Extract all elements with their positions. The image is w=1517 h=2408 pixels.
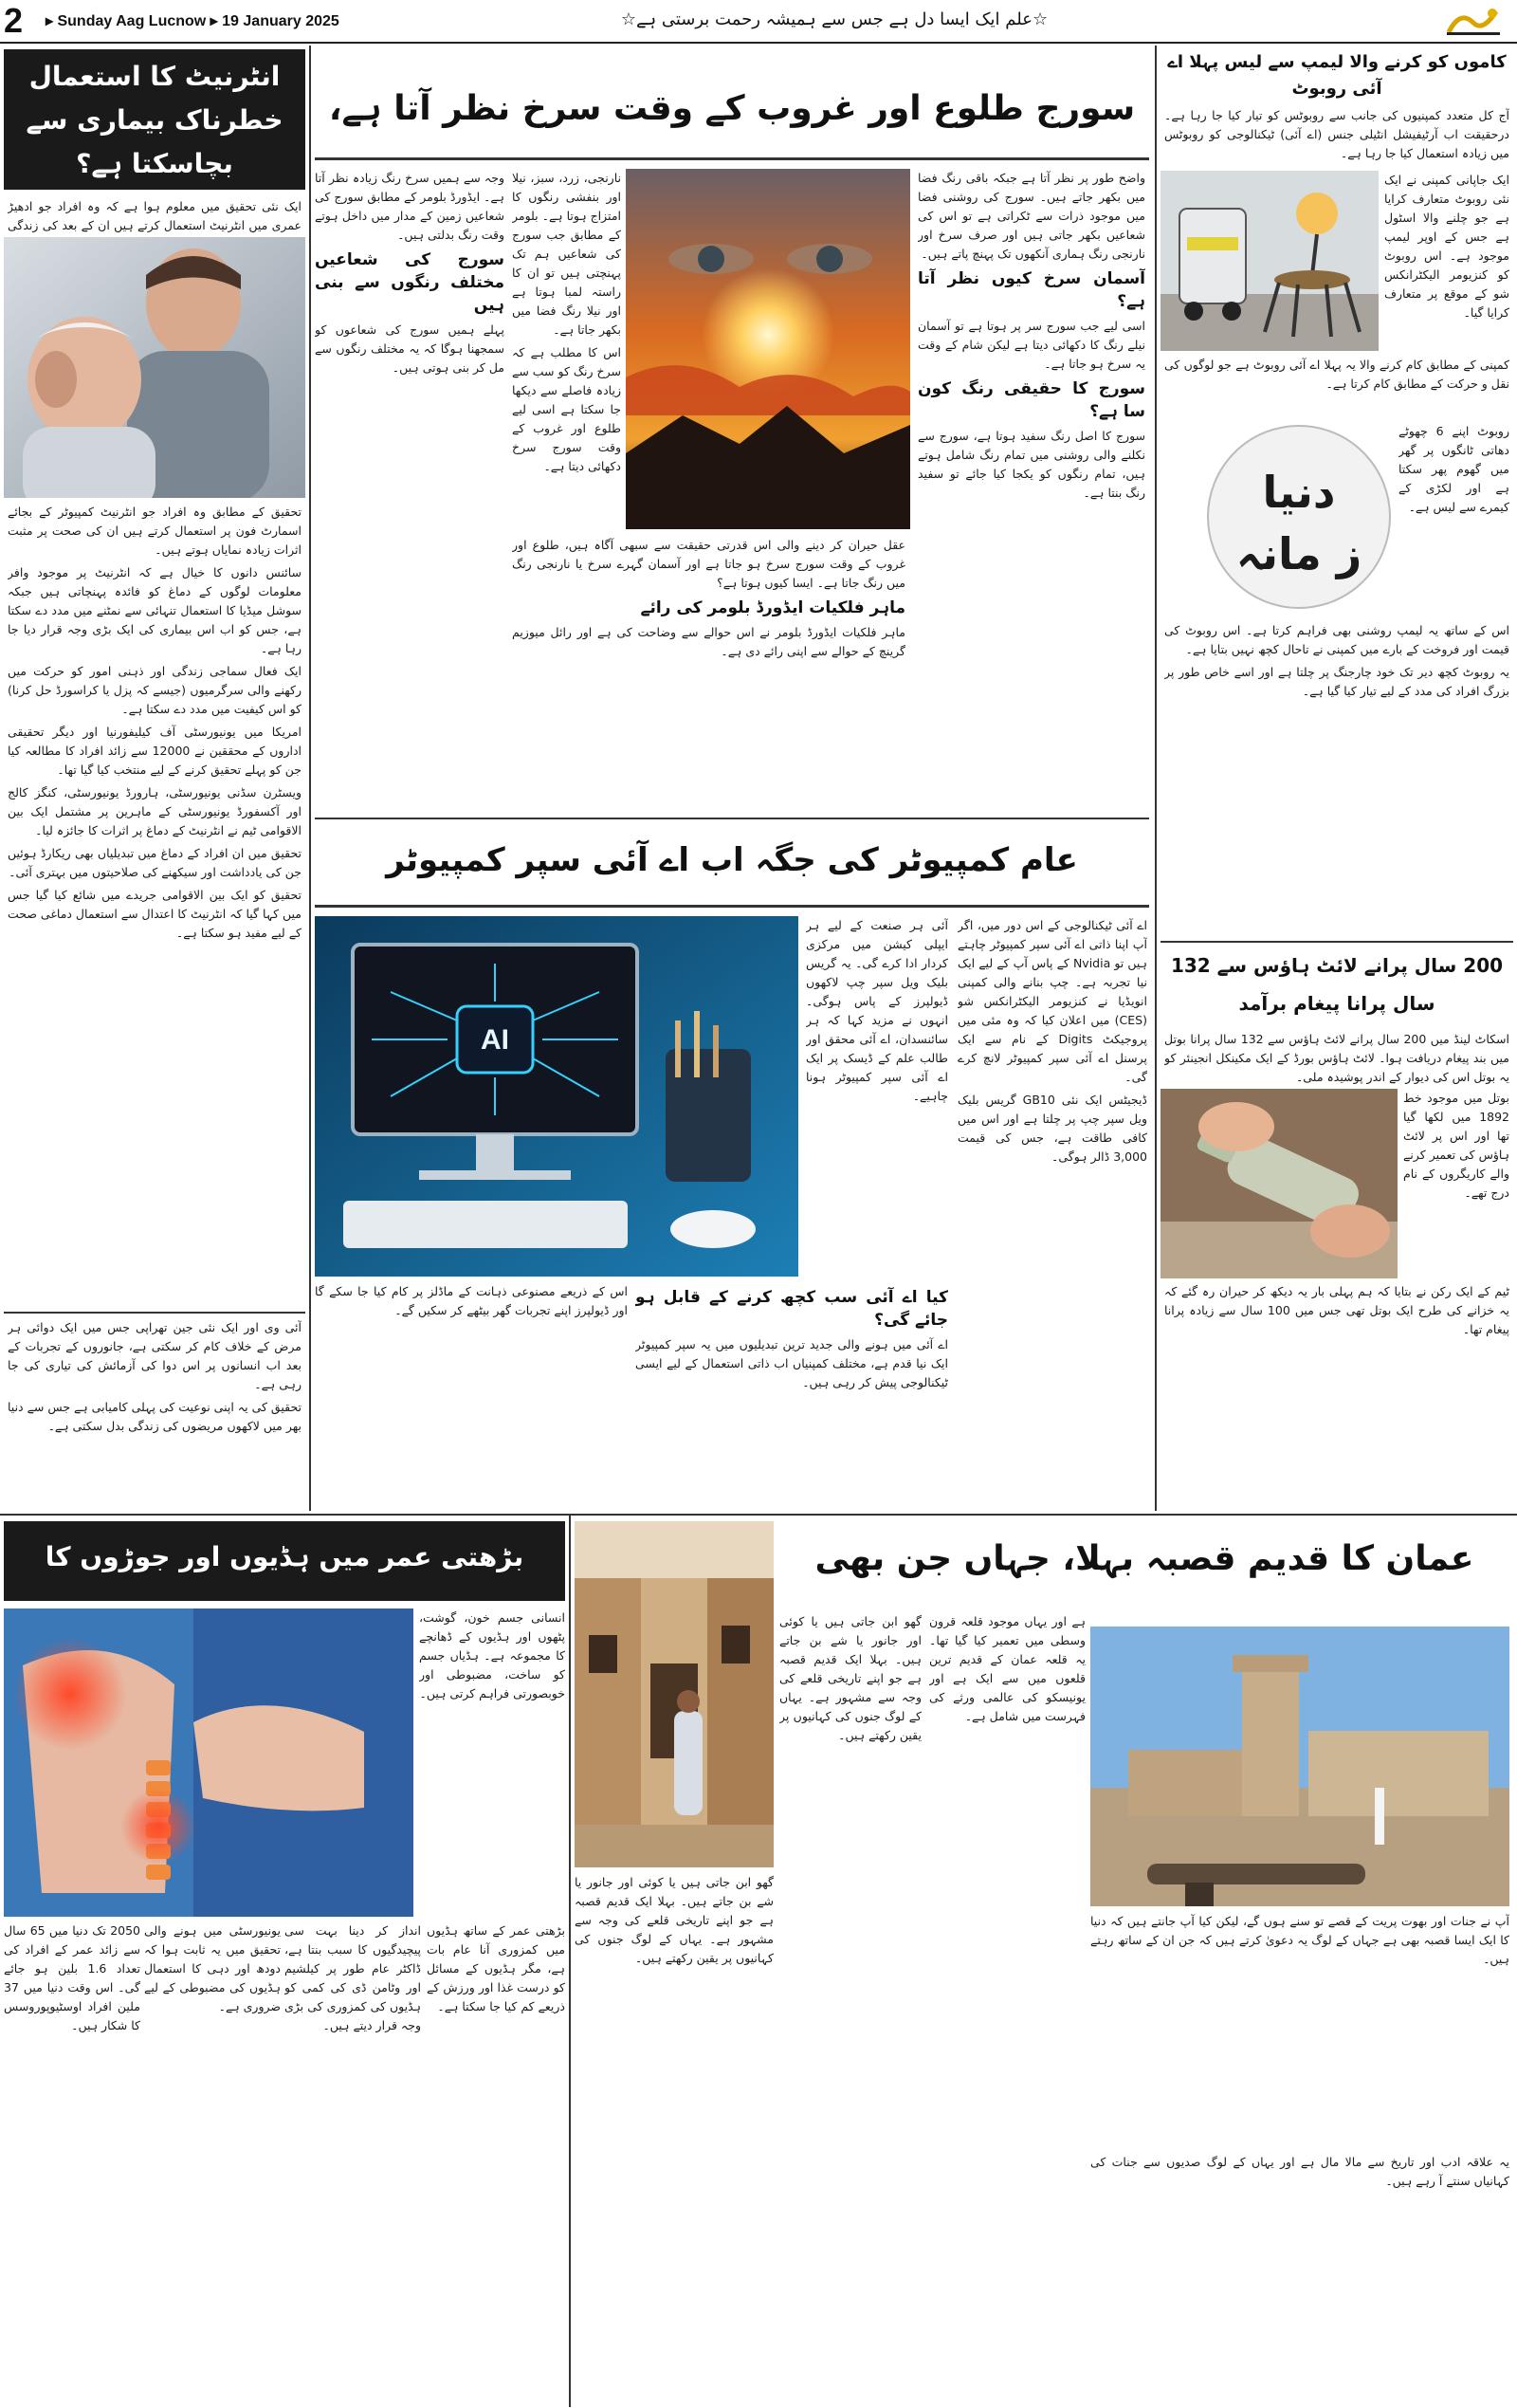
ai-subheading: کیا اے آئی سب کچھ کرنے کے قابل ہو جائے گی؟ [635, 1288, 948, 1330]
sun-subheading-bloomer: ماہر فلکیات ایڈورڈ بلومر کی رائے [640, 598, 905, 617]
column-rule-bottom [569, 1516, 571, 2407]
internet-paragraph: تحقیق کو ایک بین الاقوامی جریدے میں شائع کیا گیا جس میں کہا گیا کہ انٹرنیٹ کا اعتدال سے استعمال دماغی صحت کے لیے مفید ہو سکتا ہے۔ [8, 888, 302, 940]
internet-paragraph: ویسٹرن سڈنی یونیورسٹی، ہارورڈ یونیورسٹی، کنگز کالج اور آکسفورڈ یونیورسٹی کے ماہرین پر مشتمل ایک بین الاقوامی ٹیم نے انٹرنیٹ کے دماغ پر اثرات کا جائزہ لیا۔ [8, 785, 302, 837]
column-rule-right [1155, 46, 1157, 1511]
gene-paragraph: تحقیق کی یہ اپنی نوعیت کی پہلی کامیابی ہے جس سے دنیا بھر میں لاکھوں مریضوں کی زندگی بدل سکتی ہے۔ [8, 1400, 302, 1433]
dateline: ▸ Sunday Aag Lucnow ▸ 19 January 2025 [46, 13, 339, 29]
robot-text: اس کے ساتھ یہ لیمپ روشنی بھی فراہم کرتا ہے۔ اس روبوٹ کی قیمت اور فروخت کے بارے میں کمپنی نے تاحال کچھ نہیں بتایا ہے۔ [1164, 623, 1509, 656]
sun-text: وجہ سے ہمیں سرخ رنگ زیادہ نظر آتا ہے۔ ایڈورڈ بلومر کے مطابق سورج کی شعاعیں زمین کے مدار میں داخل ہوتے وقت رنگ بدلتی ہیں۔ [315, 171, 504, 242]
internet-separator [4, 1312, 305, 1314]
internet-paragraph: امریکا میں یونیورسٹی آف کیلیفورنیا اور دیگر تحقیقی اداروں کے محققین نے 12000 سے زائد افراد کا مطالعہ کیا جن کو پہلے تحقیق کرنے کے لیے منتخب کیا گیا تھا۔ [8, 725, 302, 777]
ai-column-4 [635, 1282, 948, 1510]
ai-chip-label: AI [481, 1024, 509, 1056]
bones-column-1: انسانی جسم خون، گوشت، پٹھوں اور ہڈیوں کے ڈھانچے کا مجموعہ ہے۔ ہڈیاں جسم کو ساخت، مضبوطی اور خوبصورتی فراہم کرتی ہیں۔ [419, 1610, 565, 1700]
robot-body [1164, 621, 1509, 925]
robot-headline: کاموں کو کرنے والا لیمپ سے لیس پہلا اے آئی روبوٹ [1167, 52, 1507, 99]
sun-headline: سورج طلوع اور غروب کے وقت سرخ نظر آتا ہے، [328, 89, 1136, 128]
robot-headline-box [1161, 49, 1513, 106]
ai-column-1 [958, 916, 1147, 1504]
robot-section-rule [1161, 941, 1513, 943]
sun-subheading-red-sky: آسمان سرخ کیوں نظر آتا ہے؟ [918, 269, 1145, 311]
sun-text: نارنجی، زرد، سبز، نیلا اور بنفشی رنگوں کا امتزاج ہوتا ہے۔ بلومر کے مطابق جب سورج کی شعاعیں ہم تک پہنچتی ہیں تو ان کا راستہ لمبا ہوتا ہے اور نیلا رنگ فضا میں بکھر جاتا ہے۔ [512, 171, 621, 337]
robot-intro: آج کل متعدد کمپنیوں کی جانب سے روبوٹس کو تیار کیا جا رہا ہے۔ درحقیقت اب آرٹیفیشل انٹیلی جنس (اے آئی) ٹیکنالوجی کو روبوٹس میں زیادہ استعمال کیا جا رہا ہے۔ [1164, 108, 1509, 160]
sun-column-2 [512, 169, 621, 548]
oman-column-2: ہے اور یہاں موجود قلعہ قرون وسطی میں تعمیر کیا گیا تھا۔ یہ قلعہ عمان کے قدیم ترین قلعوں میں سے ایک ہے اور یونیسکو کی عالمی ورثے کی فہرست میں شامل ہے۔ [929, 1614, 1086, 1723]
ai-headline-underline [315, 905, 1149, 908]
internet-paragraph: تحقیق میں ان افراد کے دماغ میں تبدیلیاں بھی ریکارڈ ہوئیں جن کی یادداشت اور سیکھنے کی صلاحیتوں میں بہتری آئی۔ [8, 846, 302, 879]
robot-column-2: روبوٹ اپنے 6 چھوٹے دھاتی ٹانگوں پر گھر میں گھوم پھر سکتا ہے اور لکڑی کے کیمرے سے لیس ہے۔ [1398, 424, 1509, 514]
ai-text: اے آئی میں ہونے والی جدید ترین تبدیلیوں میں یہ سپر کمپیوٹر ایک نیا قدم ہے، مختلف کمپنیاں اب ذاتی استعمال کے لیے ایسی ٹیکنالوجی پیش کر رہی ہیں۔ [635, 1337, 948, 1389]
gene-paragraph: آئی وی اور ایک نئی جین تھراپی جس میں ایک دوائی ہر مرض کے خلاف کام کر سکتی ہے، جانوروں کے تجربات کے بعد اب انسانوں پر اس دوا کی آزمائش کی تیاری کی جا رہی ہے۔ [8, 1320, 302, 1391]
sun-subheading-rays: سورج کی شعاعیں مختلف رنگوں سے بنی ہیں [315, 250, 504, 315]
bones-headline-box [4, 1521, 565, 1603]
robot-photo [1161, 171, 1379, 351]
bottle-intro: اسکاٹ لینڈ میں 200 سال پرانے لائٹ ہاؤس سے 132 سال پرانا بوتل میں بند پیغام دریافت ہوا۔ لائٹ ہاؤس بورڈ کے ایک مکینکل انجینئر کو یہ بوتل اس کی دیوار کے اندر پوشیدہ ملی۔ [1164, 1032, 1509, 1084]
sun-text: پہلے ہمیں سورج کی شعاعوں کو سمجھنا ہوگا کہ یہ مختلف رنگوں سے مل کر بنی ہوتی ہیں۔ [315, 322, 504, 375]
gene-story [8, 1318, 302, 1508]
internet-photo-elderly-men [4, 237, 305, 498]
stamp-text-bottom: ز مانہ [1235, 528, 1362, 579]
bottle-column: بوتل میں موجود خط 1892 میں لکھا گیا تھا اور اس پر لائٹ ہاؤس کی تعمیر کرنے والے کاریگروں کے نام درج تھے۔ [1403, 1091, 1509, 1200]
sun-text: سورج کا اصل رنگ سفید ہوتا ہے، سورج سے نکلنے والی روشنی میں تمام رنگ شامل ہوتے ہیں، تمام رنگوں کو یکجا کیا جائے تو سفید رنگ بنتا ہے۔ [918, 429, 1145, 500]
newspaper-logo [1441, 4, 1508, 38]
robot-paragraph: کمپنی کے مطابق کام کرنے والا یہ پہلا اے آئی روبوٹ ہے جو لوگوں کی نقل و حرکت کے مطابق کام کرتا ہے۔ [1164, 358, 1509, 391]
oman-column-4: یہ علاقہ ادب اور تاریخ سے مالا مال ہے اور یہاں کے لوگ صدیوں سے جنات کی کہانیاں سنتے آ رہے ہیں۔ [1090, 2155, 1509, 2188]
sun-section-rule [315, 818, 1149, 819]
sun-text: واضح طور پر نظر آتا ہے جبکہ باقی رنگ فضا میں بکھر جاتے ہیں۔ سورج کی روشنی فضا میں موجود ذرات سے ٹکراتی ہے تو اس کی شعاعیں بکھر جاتی ہیں اور صرف سرخ اور نارنجی رنگ ہماری آنکھوں تک پہنچ پاتے ہیں۔ [918, 171, 1145, 261]
internet-intro: ایک نئی تحقیق میں معلوم ہوا ہے کہ وہ افراد جو ادھیڑ عمری میں انٹرنیٹ استعمال کرتے ہیں ان کے بعد کی زندگی [8, 199, 302, 232]
sun-column-3 [315, 169, 504, 548]
sun-text: اسی لیے جب سورج سر پر ہوتا ہے تو آسمان نیلے رنگ کا دکھائی دیتا ہے لیکن شام کے وقت یہ سرخ ہو جاتا ہے۔ [918, 319, 1145, 371]
oman-column-1: گھو ابن جاتی ہیں یا کوئی اور جانور یا شے بن جاتے ہیں۔ بہلا ایک قدیم قصبہ ہے جو اپنے تاریخی قلعے کی وجہ سے مشہور ہے۔ یہاں کے لوگ جنوں کی کہانیوں پر یقین رکھتے ہیں۔ [779, 1614, 922, 1742]
sun-text: اس کا مطلب ہے کہ سرخ رنگ کو سب سے زیادہ فاصلے سے دیکھا جا سکتا ہے اسی لیے طلوع اور غروب کے وقت سورج سرخ دکھائی دیتا ہے۔ [512, 345, 621, 473]
ai-text: اے آئی ٹیکنالوجی کے اس دور میں، اگر آپ اپنا ذاتی اے آئی سپر کمپیوٹر چاہتے ہیں تو Nvidia کے پاس آپ کے لیے ایک نیا تجربہ ہے۔ چپ بنانے والی کمپنی انویڈیا نے کنزیومر الیکٹرانکس شو (CES) میں اعلان کیا کہ وہ مئی میں پروجیکٹ Digits کے نام سے ایک پرسنل اے آئی سپر کمپیوٹر لانچ کرے گی۔ [958, 918, 1147, 1084]
sun-headline-underline [315, 157, 1149, 160]
bottle-headline: 200 سال پرانے لائٹ ہاؤس سے 132 سال پرانا پیغام برآمد [1170, 954, 1504, 1015]
robot-column-1: ایک جاپانی کمپنی نے ایک نئی روبوٹ متعارف کرایا ہے جو چلنے والا اسٹول ہے جس کے اوپر لیمپ موجود ہے۔ اس روبوٹ کو کنزیومر الیکٹرانکس شو کے موقع پر متعارف کرایا گیا۔ [1384, 173, 1509, 320]
column-rule-left [309, 46, 311, 1511]
internet-paragraph: ایک فعال سماجی زندگی اور ذہنی امور کو حرکت میں رکھنے والی سرگرمیوں (جیسے کہ پزل یا کراسورڈ حل کرنا) کو اس کیفیت میں مدد دے سکتا ہے۔ [8, 664, 302, 716]
ai-photo-computer [315, 916, 798, 1277]
sun-text: ماہر فلکیات ایڈورڈ بلومر نے اس حوالے سے وضاحت کی ہے اور رائل میوزیم گرینچ کے حوالے سے اپنی رائے دی ہے۔ [512, 625, 905, 658]
sun-headline-box [315, 76, 1149, 152]
ai-column-2 [806, 916, 948, 1277]
sun-column-1 [918, 169, 1145, 548]
bones-headline: بڑھتی عمر میں ہڈیوں اور جوڑوں کا [4, 1521, 565, 1601]
internet-headline-box [4, 49, 305, 192]
internet-paragraph: تحقیق کے مطابق وہ افراد جو انٹرنیٹ کمپیوٹر کے بجائے اسمارٹ فون پر استعمال کرتے ہیں ان کی صحت پر مثبت اثرات زیادہ نمایاں ہوتے ہیں۔ [8, 505, 302, 557]
oman-column-3: آپ نے جنات اور بھوت پریت کے قصے تو سنے ہوں گے، لیکن کیا آپ جانتے ہیں کہ دنیا کا ایک ایسا قصبہ بھی ہے جہاں کے لوگ یہ دعویٰ کرتے ہیں کہ جن ان کے ساتھ رہتے ہیں۔ [1090, 1914, 1509, 1966]
robot-text: یہ روبوٹ کچھ دیر تک خود چارجنگ پر چلتا ہے اور اسے خاص طور پر بزرگ افراد کی مدد کے لیے تیار کیا گیا ہے۔ [1164, 665, 1509, 698]
bones-column-5: 2050 تک دنیا میں 65 سال سے زائد عمر کے افراد کی تعداد 1.6 بلین ہو جائے گی۔ اس وقت دنیا میں 37 ملین افراد اوسٹیوپوروسس کا شکار ہیں۔ [4, 1923, 140, 2032]
sun-text: عقل حیران کر دینے والی اس قدرتی حقیقت سے سبھی آگاہ ہیں، طلوع اور غروب کے وقت سورج سرخ ہو جاتا ہے اور آسمان گہرے سرخ یا نارنجی رنگ میں رنگ جاتا ہے۔ ایسا کیوں ہوتا ہے؟ [512, 538, 905, 590]
bones-photo-knee [4, 1608, 413, 1917]
ai-text: اس کے ذریعے مصنوعی ذہانت کے ماڈلز پر کام کیا جا سکے گا اور ڈیولپرز اپنے تجربات گھر بیٹھے کر سکیں گے۔ [315, 1284, 628, 1317]
ai-column-3 [315, 1282, 628, 1510]
sun-column-4 [512, 536, 905, 820]
internet-headline: انٹرنیٹ کا استعمال خطرناک بیماری سے بچاسکتا ہے؟ [4, 49, 305, 190]
bones-column-2: بڑھتی عمر کے ساتھ ہڈیوں میں کمزوری آنا عام بات ہے، مگر ہڈیوں کے مسائل کو درست غذا اور ورزش کے ذریعے کم کیا جا سکتا ہے۔ [427, 1923, 565, 2013]
stamp-watermark [1204, 417, 1394, 616]
internet-body [8, 503, 302, 1299]
ai-headline: عام کمپیوٹر کی جگہ اب اے آئی سپر کمپیوٹر [386, 841, 1078, 879]
sun-subheading-true-color: سورج کا حقیقی رنگ کون سا ہے؟ [918, 379, 1145, 421]
bottle-photo [1161, 1089, 1398, 1278]
oman-headline-box [779, 1521, 1509, 1603]
oman-column-5: گھو ابن جاتی ہیں یا کوئی اور جانور یا شے بن جاتے ہیں۔ بہلا ایک قدیم قصبہ ہے جو اپنے تاریخی قلعے کی وجہ سے مشہور ہے۔ یہاں کے لوگ جنوں کی کہانیوں پر یقین رکھتے ہیں۔ [575, 1875, 774, 1965]
oman-headline: عمان کا قدیم قصبہ بہلا، جہاں جن بھی [814, 1539, 1474, 1578]
bottle-body: ٹیم کے ایک رکن نے بتایا کہ ہم پہلی بار یہ دیکھ کر حیران رہ گئے کہ یہ خزانے کی طرح ایک بوتل تھی جس میں 100 سال سے زیادہ پرانا پیغام تھا۔ [1164, 1284, 1509, 1336]
stamp-text-top: دنیا [1262, 467, 1336, 518]
bottle-headline-box [1161, 947, 1513, 1026]
oman-photo-fort [1090, 1627, 1509, 1906]
masthead-motto: ☆علم ایک ایسا دل ہے جس سے ہمیشہ رحمت برستی ہے☆ [620, 9, 1049, 29]
ai-text: ڈیجیٹس ایک نئی GB10 گریس بلیک ویل سپر چپ پر چلتا ہے اور اس میں کافی طاقت ہے، جس کی قیمت 3,000 ڈالر ہوگی۔ [958, 1093, 1147, 1164]
sun-photo-eyes-sunset [626, 169, 910, 529]
masthead [0, 0, 1517, 44]
oman-photo-alley [575, 1521, 774, 1867]
bones-column-3: انداز کر دینا بہت سی پیچیدگیوں کا سبب بنتا ہے، ڈاکٹر عام طور پر کیلشیم اور وٹامن ڈی کی کمی کو ہڈیوں کی کمزوری کی بڑی وجہ قرار دیتے ہیں۔ [284, 1923, 421, 2032]
page-number: 2 [4, 1, 24, 40]
ai-text: آئی ہر صنعت کے لیے ہر ایپلی کیشن میں مرکزی کردار ادا کرے گی۔ یہ گریس بلیک ویل سپر چپ لاکھوں ڈیولپرز کے پاس ہوگی۔ انہوں نے مزید کہا کہ ہر سائنسدان، اے آئی محقق اور طالب علم کے ڈیسک پر ایک اے آئی سپر کمپیوٹر ہونا چاہیے۔ [806, 918, 948, 1103]
ai-headline-box [315, 827, 1149, 901]
bones-column-4: یونیورسٹی میں ہونے والی تحقیق میں یہ ثابت ہوا کہ دودھ اور دہی کا استعمال ہڈیوں کی مضبوطی کے لیے ضروری ہے۔ [144, 1923, 281, 2013]
internet-paragraph: سائنس دانوں کا خیال ہے کہ انٹرنیٹ پر موجود وافر معلومات لوگوں کے دماغ کو فائدہ پہنچاتی ہیں جبکہ سوشل میڈیا کا استعمال تنہائی سے نمٹنے میں مدد دے سکتا ہے، جس کو اب اس بیماری کی ایک بڑی وجہ قرار دیا جا رہا ہے۔ [8, 565, 302, 655]
row-rule-bottom [0, 1514, 1517, 1516]
